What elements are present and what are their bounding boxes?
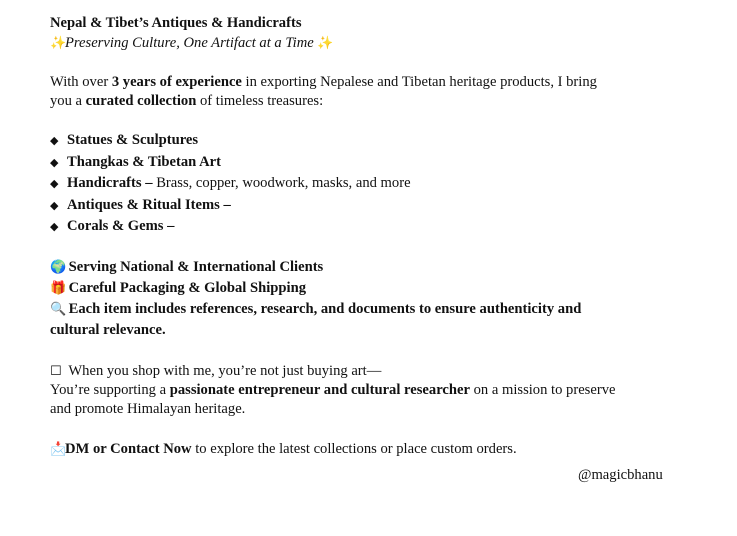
product-label: Antiques & Ritual Items – [67, 196, 231, 213]
feature-shipping [50, 278, 710, 299]
intro-text: of timeless treasures: [196, 93, 324, 109]
contact-cta [50, 440, 710, 459]
feature-text: cultural relevance. [50, 321, 166, 338]
mission-line-3 [50, 400, 710, 419]
diamond-bullet-icon: ◆ [50, 177, 59, 190]
product-list [50, 130, 710, 238]
mission-line-1 [50, 362, 710, 381]
diamond-bullet-icon: ◆ [50, 155, 59, 169]
spacer [50, 111, 710, 130]
page-subtitle [50, 33, 710, 54]
mission-text: You’re supporting a [50, 381, 170, 398]
intro-text: in exporting Nepalese and Tibetan heritage products, I bring [241, 74, 597, 90]
product-label: Thangkas & Tibetan Art [67, 153, 221, 170]
sparkles-icon: ✨ [50, 36, 67, 51]
feature-clients [50, 257, 710, 278]
cta-emphasis: DM or Contact Now [65, 440, 192, 457]
subtitle-text: Preserving Culture, One Artifact at a Time [65, 35, 314, 51]
intro-emphasis: 3 years of experience [111, 74, 242, 90]
mission-section [50, 362, 710, 419]
feature-text: Each item includes references, research, and documents to ensure authenticity and [68, 300, 582, 317]
list-item [50, 130, 710, 152]
intro-text: you a [50, 93, 86, 109]
list-item [50, 173, 710, 195]
globe-icon: 🌍 [50, 259, 67, 275]
list-item [50, 195, 710, 217]
feature-text: Careful Packaging & Global Shipping [68, 279, 306, 296]
diamond-bullet-icon: ◆ [50, 220, 59, 233]
cta-text: to explore the latest collections or place custom orders. [191, 440, 517, 457]
intro-emphasis: curated collection [85, 93, 197, 109]
document-body [50, 14, 710, 459]
sparkles-icon: ✨ [317, 36, 334, 51]
placeholder-box-icon: ☐ [50, 363, 62, 379]
list-item [50, 216, 710, 238]
intro-text: With over [50, 74, 112, 90]
product-label: Handicrafts – [67, 175, 153, 191]
product-label: Corals & Gems – [67, 218, 175, 234]
mission-line-2 [50, 381, 710, 400]
mission-emphasis: passionate entrepreneur and cultural researcher [169, 381, 470, 398]
intro-line-2 [50, 92, 710, 111]
feature-text: Serving National & International Clients [68, 258, 324, 275]
spacer [50, 419, 710, 440]
list-item [50, 152, 710, 174]
product-label: Statues & Sculptures [67, 132, 199, 148]
spacer [50, 238, 710, 257]
diamond-bullet-icon: ◆ [50, 198, 59, 212]
feature-authenticity-cont [50, 320, 710, 341]
envelope-icon: 📩 [50, 441, 67, 457]
magnifier-icon: 🔍 [50, 301, 67, 317]
spacer [50, 341, 710, 362]
diamond-bullet-icon: ◆ [50, 134, 59, 147]
mission-text: When you shop with me, you’re not just buying art— [68, 362, 382, 379]
intro-line-1 [50, 73, 710, 92]
feature-authenticity [50, 299, 710, 320]
gift-icon: 🎁 [50, 280, 67, 296]
features-section [50, 257, 710, 341]
mission-text: on a mission to preserve [469, 381, 616, 398]
spacer [50, 54, 710, 73]
page-title: Nepal & Tibet’s Antiques & Handicrafts [50, 15, 302, 31]
mission-text: and promote Himalayan heritage. [50, 400, 246, 417]
signature-handle: @magicbhanu [578, 467, 663, 483]
product-detail: Brass, copper, woodwork, masks, and more [152, 175, 411, 191]
